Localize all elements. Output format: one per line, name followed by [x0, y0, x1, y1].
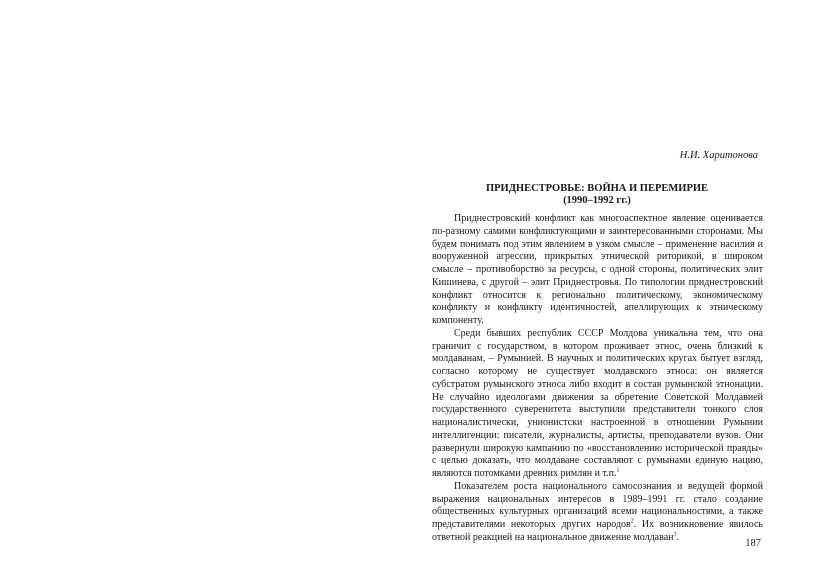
- paragraph: [432, 481, 763, 545]
- article-title: [432, 183, 762, 207]
- paragraph-text: . Их возникновение явилось ответной реакцией на национальное движение молдаван: [432, 519, 763, 543]
- paragraph: [432, 328, 763, 481]
- paragraph-text: .: [676, 531, 679, 543]
- title-line-2: (1990–1992 гг.): [563, 195, 631, 206]
- page-number: 187: [745, 538, 761, 549]
- article-body: [432, 213, 763, 545]
- footnote-marker: 3: [673, 531, 677, 538]
- paragraph-text: Среди бывших республик СССР Молдова уникальна тем, что она граничит с государством, в котором проживает этнос, очень близкий к молдаванам, – Румынией. В научных и политических кругах бытует взгляд, согласно которому не существует молдавского этноса: он является субстратом румынского этноса либо входит в состав румынской этнонации. Не случайно идеологами движения за обретение Советской Молдавией государственного суверенитета выступили представители тонкого слоя националистически, унионистски настроенной в отношении Румынии интеллигенции: писатели, журналисты, артисты, преподаватели вузов. Они развернули широкую кампанию по «восстановлению исторической правды» с целью доказать, что молдаване составляют с румынами единую нацию, являются потомками древних римлян и т.п.: [432, 327, 763, 479]
- footnote-marker: 2: [630, 518, 634, 525]
- author-name: Н.И. Харитонова: [679, 150, 758, 161]
- title-line-1: ПРИДНЕСТРОВЬЕ: ВОЙНА И ПЕРЕМИРИЕ: [485, 183, 709, 194]
- paragraph-text: Приднестровский конфликт как многоаспектное явление оценивается по-разному самими конфликтующими и заинтересованными сторонами. Мы будем понимать под этим явлением в узком смысле – применение насилия и вооруженной агрессии, прикрытых этнической риторикой, в широком смысле – противоборство за ресурсы, с одной стороны, политических элит Кишинева, с другой – элит Приднестровья. По типологии приднестровский конфликт относится к регионально политическому, экономическому конфликту и конфликту идентичностей, апеллирующих к этническому компоненту.: [432, 213, 763, 326]
- paragraph: [432, 213, 763, 328]
- paragraph-text: Показателем роста национального самосознания и ведущей формой выражения национальных интересов в 1989–1991 гг. стало создание общественных культурных организаций всеми национальностями, а также представителями некоторых других народов: [432, 480, 763, 530]
- footnote-marker: 1: [616, 467, 620, 474]
